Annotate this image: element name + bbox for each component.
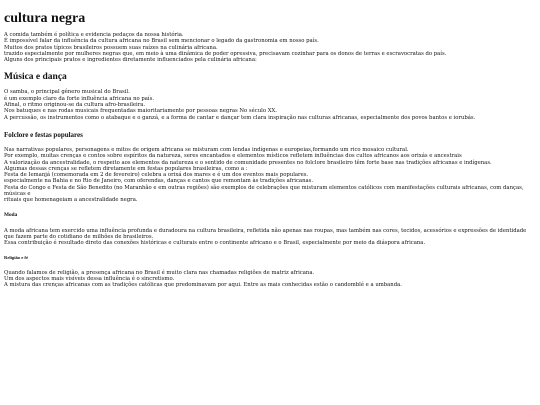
religiao-paragraph (4, 270, 536, 289)
section-heading-folclore: Folclore e festas populares (4, 130, 83, 139)
intro-line: Muitos dos pratos típicos brasileiros possuem suas raízes na culinária africana. (4, 44, 218, 51)
section-heading-musica: Música e dança (4, 72, 67, 83)
folclore-line: Nas narrativas populares, personagens e mitos de origem africana se misturam com lendas indígenas e europeias,formando um rico mosaico cultural. (4, 146, 409, 153)
folclore-line: Algumas dessas crenças se refletem diretamente em festas populares brasileiras, como a : (4, 165, 248, 172)
musica-line: Afinal, o ritmo originou-se da cultura afro-brasileira. (4, 102, 146, 109)
religiao-line: Quando falamos de religião, a presença africana no Brasil é muito clara nas chamadas religiões de matriz africana. (4, 269, 315, 276)
folclore-line: Festa de Iemanjá (comemorada em 2 de fevereiro) celebra a orixá dos mares e é um dos eventos mais populares. (4, 172, 309, 179)
intro-paragraph (4, 32, 536, 63)
page-title: cultura negra (4, 11, 86, 26)
intro-line: trazido especialmente por mulheres negras que, em meio à uma dinâmica de poder opressiva, precisavam cozinhar para os donos de terras e escravocratas do país. (4, 50, 447, 57)
intro-line: Alguns dos principais pratos e ingredientes diretamente influenciados pela culinária africana: (4, 57, 257, 64)
folclore-line: rituais que homenageiam a ancestralidade negra. (4, 197, 138, 204)
musica-line: A percussão, os instrumentos como o atabaque e o ganzá, e a forma de cantar e dançar tem clara inspiração nas culturas africanas, especialmente dos povos bantos e iorubás. (4, 114, 476, 121)
musica-line: é um exemplo claro da forte influência africana no país. (4, 95, 155, 102)
section-heading-moda: Moda (4, 211, 18, 218)
folclore-line: Por exemplo, muitas crenças e contos sobre espíritos da natureza, seres encantados e elementos místicos refletem influências dos cultos africanos aos orixás e ancestrais (4, 153, 462, 160)
folclore-line: Festa do Congo e Festa de São Benedito (no Maranhão e em outras regiões) são exemplos de celebrações que misturam elementos católicos com manifestações culturais africanas, com danças, músicas e (4, 184, 524, 198)
religiao-line: A mistura das crenças africanas com as tradições católicas que predominavam por aqui. Entre as mais conhecidas estão o candomblé e a umbanda. (4, 282, 402, 289)
intro-line: A comida também é política e evidencia pedaços da nossa história. (4, 32, 184, 38)
religiao-line: Um dos aspectos mais visíveis dessa influência é o sincretismo. (4, 275, 175, 282)
section-heading-religiao: Religião e fé (4, 254, 28, 260)
musica-line: O samba, o principal gênero musical do Brasil. (4, 89, 130, 96)
folclore-line: especialmente na Bahia e no Rio de Janeiro, com oferendas, danças e cantos que remontam às tradições africanas. (4, 178, 314, 185)
intro-line: É impossível falar da influência da cultura africana no Brasil sem mencionar o legado da gastronomia em nosso país. (4, 38, 319, 45)
musica-line: Nos batuques e nas rodas musicais frequentadas maioritariamente por pessoas negras No século XX. (4, 108, 277, 115)
moda-line: A moda africana tem exercido uma influência profunda e duradoura na cultura brasileira, refletida não apenas nas roupas, mas também nas cores, tecidos, acessórios e expressões de identidade que fazem parte do cotidiano de milhões de brasileiros. (4, 227, 527, 240)
folclore-line: A valorização da ancestralidade, o respeito aos elementos da natureza e o sentido de comunidade presentes no folclore brasileiro têm forte base nas tradições africanas e indígenas. (4, 159, 492, 166)
moda-paragraph (4, 228, 536, 247)
moda-line: Essa contribuição é resultado direto das conexões históricas e culturais entre o continente africano e o Brasil, especialmente por meio da diáspora africana. (4, 240, 426, 247)
musica-paragraph (4, 89, 536, 120)
folclore-paragraph (4, 147, 536, 204)
